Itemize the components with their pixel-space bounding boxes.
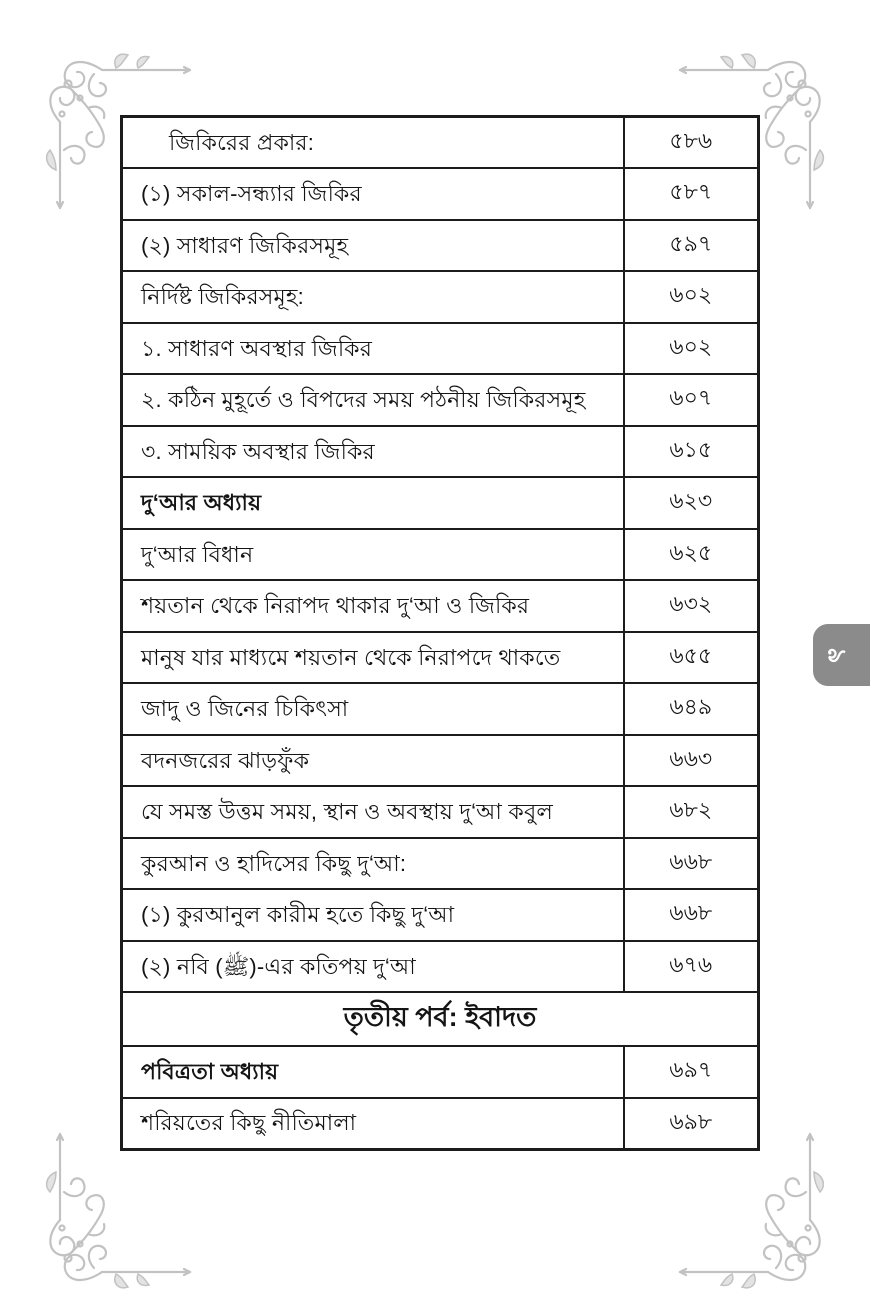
page-number-tab [813,624,870,686]
toc-entry-page: ৬০৭ [624,374,759,426]
toc-row [122,529,759,581]
toc-entry-page: ৬২৩ [624,477,759,529]
toc-entry-title: পবিত্রতা অধ্যায় [122,1046,624,1098]
toc-row [122,838,759,890]
toc-row [122,632,759,684]
toc-row [122,271,759,323]
toc-entry-title: শরিয়তের কিছু নীতিমালা [122,1098,624,1150]
toc-entry-title: (২) সাধারণ জিকিরসমূহ [122,220,624,272]
toc-entry-title: ৩. সাময়িক অবস্থার জিকির [122,426,624,478]
toc-entry-title: (১) সকাল-সন্ধ্যার জিকির [122,168,624,220]
floral-corner-ornament-icon [673,1132,838,1292]
toc-entry-page: ৬৫৫ [624,632,759,684]
toc-entry-page: ৫৮৬ [624,117,759,169]
toc-entry-title: ১. সাধারণ অবস্থার জিকির [122,323,624,375]
toc-entry-title: ২. কঠিন মুহূর্তে ও বিপদের সময় পঠনীয় জিকিরসমূহ [122,374,624,426]
toc-entry-page: ৬৬৩ [624,735,759,787]
toc-section-title: তৃতীয় পর্ব: ইবাদত [122,992,759,1046]
toc-entry-title: (২) নবি (ﷺ)-এর কতিপয় দু‘আ [122,941,624,993]
toc-row [122,117,759,169]
toc-entry-page: ৬০২ [624,271,759,323]
toc-entry-title: নির্দিষ্ট জিকিরসমূহ: [122,271,624,323]
toc-row [122,477,759,529]
toc-entry-page: ৬১৫ [624,426,759,478]
toc-entry-page: ৬৪৯ [624,683,759,735]
toc-row [122,889,759,941]
toc-entry-page: ৬৮২ [624,786,759,838]
toc-entry-page: ৬৯৭ [624,1046,759,1098]
toc-row [122,786,759,838]
toc-entry-title: শয়তান থেকে নিরাপদ থাকার দু‘আ ও জিকির [122,580,624,632]
toc-entry-title: মানুষ যার মাধ্যমে শয়তান থেকে নিরাপদে থাকতে [122,632,624,684]
toc-entry-page: ৫৯৭ [624,220,759,272]
toc-row [122,580,759,632]
toc-row [122,374,759,426]
toc-entry-page: ৫৮৭ [624,168,759,220]
toc-entry-title: জাদু ও জিনের চিকিৎসা [122,683,624,735]
toc-entry-page: ৬৬৮ [624,838,759,890]
floral-corner-ornament-icon [32,1132,197,1292]
toc-entry-page: ৬৩২ [624,580,759,632]
toc-entry-page: ৬৭৬ [624,941,759,993]
toc-entry-title: দু‘আর অধ্যায় [122,477,624,529]
toc-row [122,426,759,478]
toc-table [120,115,760,1151]
toc-row [122,735,759,787]
page-number: ৯ [822,646,851,664]
toc-row [122,168,759,220]
toc-row [122,1098,759,1150]
toc-row [122,323,759,375]
toc-entry-title: দু‘আর বিধান [122,529,624,581]
toc-row [122,683,759,735]
toc-entry-page: ৬৯৮ [624,1098,759,1150]
toc-entry-title: জিকিরের প্রকার: [122,117,624,169]
toc-entry-page: ৬২৫ [624,529,759,581]
toc-entry-title: বদনজরের ঝাড়ফুঁক [122,735,624,787]
toc-row [122,220,759,272]
toc-section-header-row [122,992,759,1046]
toc-entry-title: (১) কুরআনুল কারীম হতে কিছু দু‘আ [122,889,624,941]
toc-row [122,941,759,993]
toc-entry-page: ৬০২ [624,323,759,375]
toc-entry-title: কুরআন ও হাদিসের কিছু দু‘আ: [122,838,624,890]
toc-entry-title: যে সমস্ত উত্তম সময়, স্থান ও অবস্থায় দু‘আ কবুল [122,786,624,838]
toc-entry-page: ৬৬৮ [624,889,759,941]
toc-row [122,1046,759,1098]
